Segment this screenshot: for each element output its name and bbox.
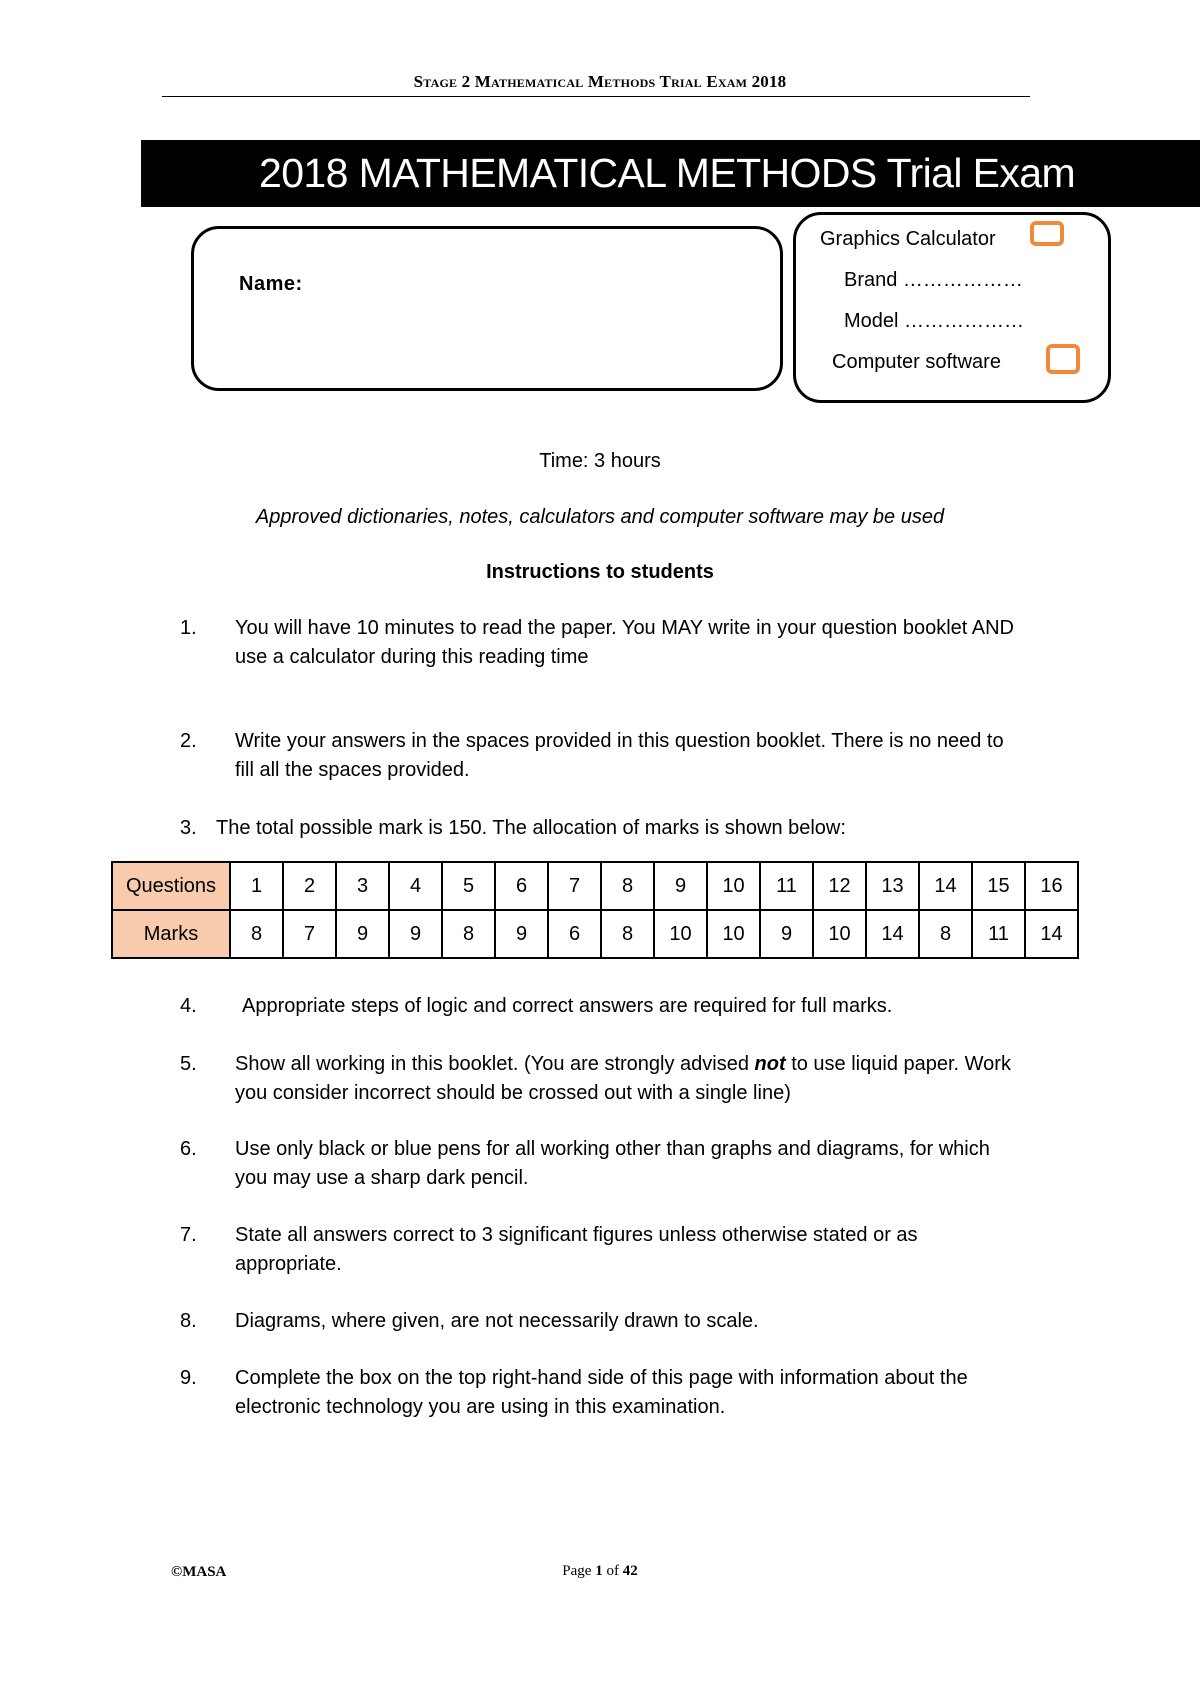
name-box[interactable] — [191, 226, 783, 391]
instruction-text: Write your answers in the spaces provided in this question booklet. There is no need to fill all the spaces provided. — [235, 730, 1004, 781]
question-cell: 4 — [389, 862, 442, 910]
marks-cell: 9 — [495, 910, 548, 958]
question-cell: 10 — [707, 862, 760, 910]
model-field[interactable]: Model ……………… — [844, 310, 1025, 332]
emphasis-not: not — [754, 1053, 786, 1075]
instruction-number: 8. — [180, 1310, 197, 1332]
question-cell: 7 — [548, 862, 601, 910]
marks-cell: 8 — [601, 910, 654, 958]
question-cell: 16 — [1025, 862, 1078, 910]
question-cell: 11 — [760, 862, 813, 910]
header-rule — [162, 96, 1030, 97]
graphics-calculator-checkbox[interactable] — [1030, 221, 1064, 246]
question-cell: 6 — [495, 862, 548, 910]
marks-cell: 7 — [283, 910, 336, 958]
instruction-number: 9. — [180, 1367, 197, 1389]
instruction-number: 7. — [180, 1224, 197, 1246]
instruction-number: 6. — [180, 1138, 197, 1160]
exam-title: 2018 MATHEMATICAL METHODS Trial Exam — [141, 140, 1200, 207]
marks-cell: 11 — [972, 910, 1025, 958]
marks-cell: 9 — [389, 910, 442, 958]
instructions-heading: Instructions to students — [486, 561, 714, 583]
marks-cell: 10 — [654, 910, 707, 958]
approved-materials: Approved dictionaries, notes, calculators and computer software may be used — [255, 506, 945, 528]
marks-cell: 8 — [919, 910, 972, 958]
instruction-text-part: to use liquid paper. Work you consider incorrect should be crossed out with a single line) — [235, 1053, 1011, 1104]
marks-cell: 10 — [707, 910, 760, 958]
marks-cell: 6 — [548, 910, 601, 958]
question-cell: 12 — [813, 862, 866, 910]
marks-cell: 9 — [760, 910, 813, 958]
marks-cell: 9 — [336, 910, 389, 958]
question-cell: 15 — [972, 862, 1025, 910]
row-label: Questions — [112, 862, 230, 910]
question-cell: 13 — [866, 862, 919, 910]
question-cell: 9 — [654, 862, 707, 910]
marks-cell: 8 — [442, 910, 495, 958]
instruction-text: State all answers correct to 3 significant figures unless otherwise stated or as appropriate. — [235, 1224, 918, 1275]
question-cell: 1 — [230, 862, 283, 910]
instruction-number: 1. — [180, 617, 197, 639]
marks-allocation-table — [111, 861, 1079, 959]
page-prefix: Page — [562, 1563, 596, 1579]
marks-cell: 10 — [813, 910, 866, 958]
instruction-text: Use only black or blue pens for all working other than graphs and diagrams, for which you may use a sharp dark pencil. — [235, 1138, 990, 1189]
question-cell: 2 — [283, 862, 336, 910]
page-number: 1 — [595, 1563, 603, 1579]
instruction-text-part: Show all working in this booklet. (You are strongly advised — [235, 1053, 755, 1075]
computer-software-checkbox[interactable] — [1046, 344, 1080, 374]
question-cell: 14 — [919, 862, 972, 910]
instruction-text: The total possible mark is 150. The allocation of marks is shown below: — [216, 817, 846, 839]
instruction-text: You will have 10 minutes to read the paper. You MAY write in your question booklet AND use a calculator during this reading time — [235, 617, 1015, 668]
marks-cell: 14 — [1025, 910, 1078, 958]
page-of: of — [602, 1563, 623, 1579]
time-allowed: Time: 3 hours — [539, 450, 661, 472]
instruction-number: 3. — [180, 817, 197, 839]
running-header: Stage 2 Mathematical Methods Trial Exam 2018 — [413, 72, 787, 91]
instruction-number: 2. — [180, 730, 197, 752]
instruction-text: Appropriate steps of logic and correct answers are required for full marks. — [242, 995, 893, 1017]
copyright: ©MASA — [171, 1564, 227, 1580]
marks-cell: 14 — [866, 910, 919, 958]
marks-row — [112, 910, 1078, 958]
questions-row — [112, 862, 1078, 910]
name-label: Name: — [239, 273, 303, 295]
instruction-text — [235, 1050, 1025, 1108]
question-cell: 5 — [442, 862, 495, 910]
instruction-number: 5. — [180, 1053, 197, 1075]
graphics-calculator-label: Graphics Calculator — [820, 228, 996, 250]
marks-cell: 8 — [230, 910, 283, 958]
instruction-number: 4. — [180, 995, 197, 1017]
question-cell: 3 — [336, 862, 389, 910]
row-label: Marks — [112, 910, 230, 958]
instruction-text: Complete the box on the top right-hand side of this page with information about the electronic technology you are using in this examination. — [235, 1367, 968, 1418]
page-indicator — [0, 1563, 1200, 1580]
instruction-text: Diagrams, where given, are not necessarily drawn to scale. — [235, 1310, 759, 1332]
computer-software-label: Computer software — [832, 351, 1001, 373]
brand-field[interactable]: Brand ……………… — [844, 269, 1023, 291]
page-total: 42 — [622, 1563, 638, 1579]
question-cell: 8 — [601, 862, 654, 910]
